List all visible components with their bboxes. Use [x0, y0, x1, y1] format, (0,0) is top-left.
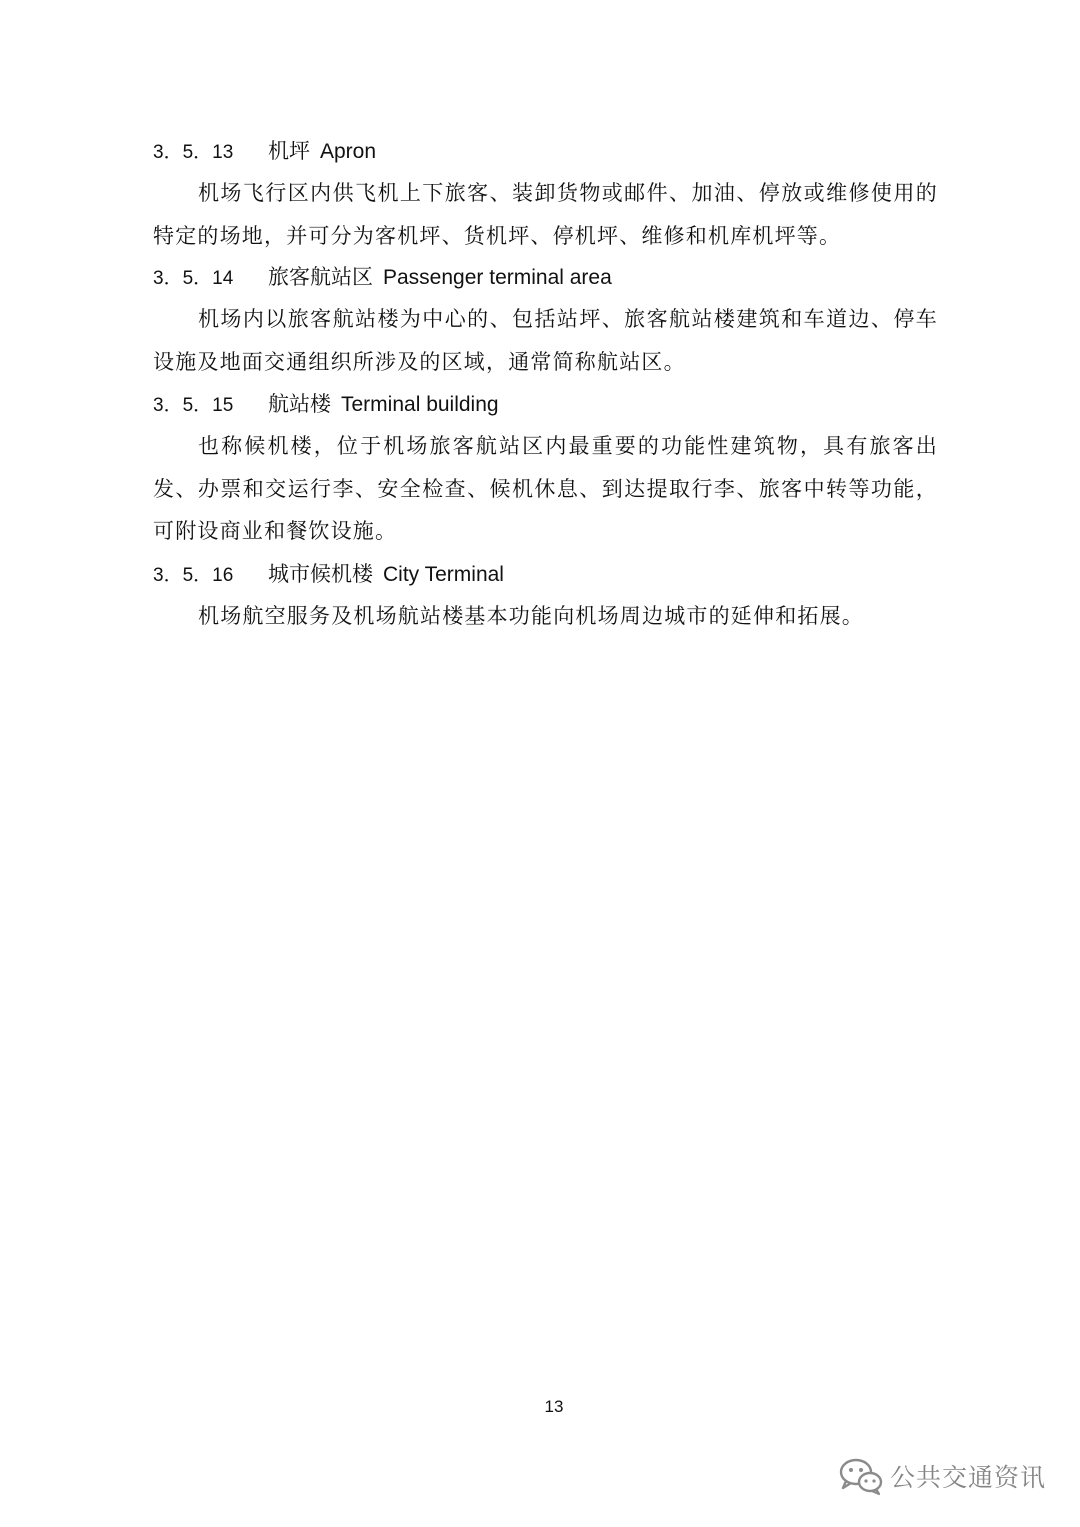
- term-number: 3．5．13: [153, 142, 234, 163]
- term-number: 3．5．16: [153, 565, 234, 586]
- page-number: 13: [544, 1397, 564, 1416]
- term-chinese: 城市候机楼: [268, 562, 373, 586]
- term-number: 3．5．14: [153, 268, 234, 289]
- term-chinese: 旅客航站区: [268, 265, 373, 289]
- term-entry-3-5-16: [153, 553, 938, 638]
- term-definition: 机场内以旅客航站楼为中心的、包括站坪、旅客航站楼建筑和车道边、停车设施及地面交通组织所涉及的区域，通常简称航站区。: [153, 307, 938, 374]
- term-heading: [153, 256, 938, 298]
- watermark: [838, 1456, 1046, 1496]
- term-entry-3-5-14: [153, 256, 938, 383]
- wechat-icon: [838, 1456, 884, 1496]
- term-heading: [153, 553, 938, 595]
- term-heading: [153, 130, 938, 172]
- term-definition: 机场航空服务及机场航站楼基本功能向机场周边城市的延伸和拓展。: [198, 604, 864, 628]
- term-chinese: 航站楼: [268, 392, 331, 416]
- term-entry-3-5-13: [153, 130, 938, 257]
- term-number: 3．5．15: [153, 395, 234, 416]
- term-english: Apron: [320, 140, 377, 163]
- term-heading: [153, 383, 938, 425]
- term-english: Passenger terminal area: [383, 266, 612, 289]
- term-definition: 机场飞行区内供飞机上下旅客、装卸货物或邮件、加油、停放或维修使用的特定的场地，并可分为客机坪、货机坪、停机坪、维修和机库机坪等。: [153, 181, 938, 248]
- term-chinese: 机坪: [268, 139, 310, 163]
- term-english: Terminal building: [341, 393, 499, 416]
- term-entry-3-5-15: [153, 383, 938, 553]
- term-definition: 也称候机楼，位于机场旅客航站区内最重要的功能性建筑物，具有旅客出发、办票和交运行李、安全检查、候机休息、到达提取行李、旅客中转等功能，可附设商业和餐饮设施。: [153, 434, 938, 543]
- term-english: City Terminal: [383, 563, 504, 586]
- watermark-text: 公共交通资讯: [890, 1463, 1047, 1492]
